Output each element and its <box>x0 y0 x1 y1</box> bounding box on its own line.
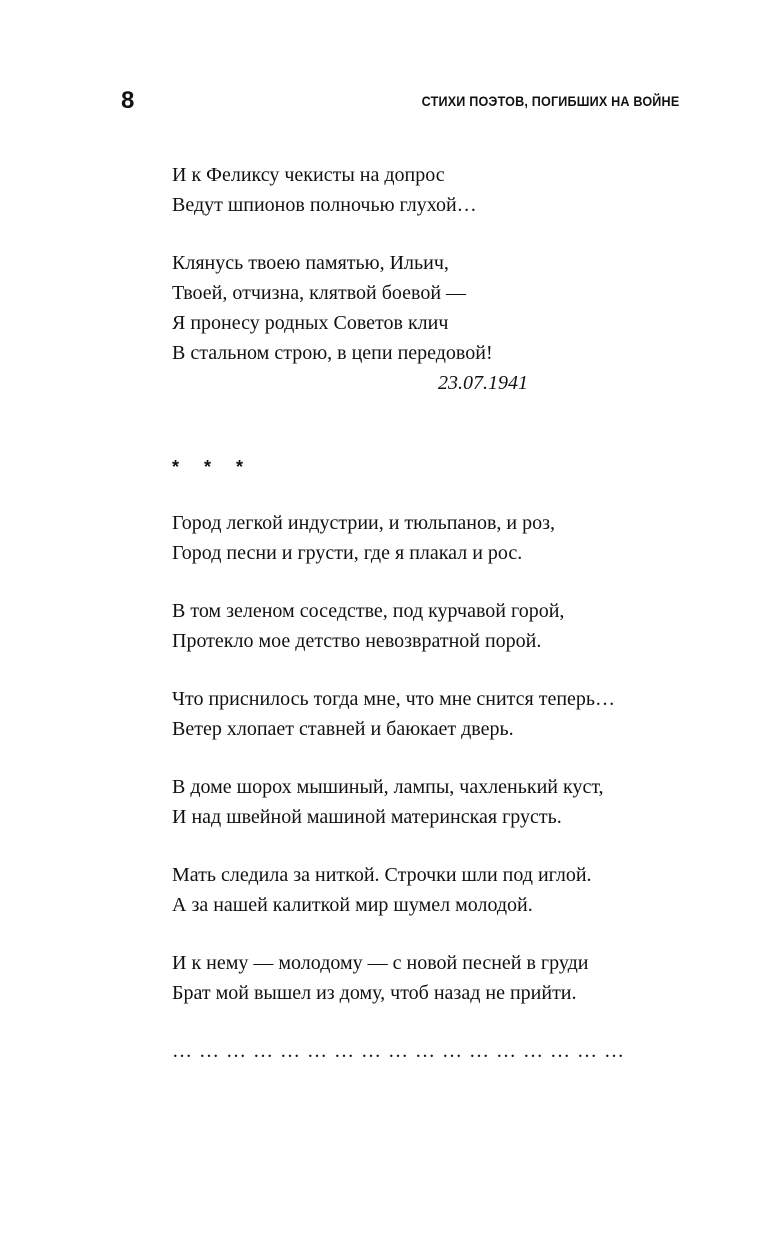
poem-line: И к нему — молодому — с новой песней в груди <box>172 952 589 974</box>
poem2-stanza-5 <box>172 860 692 920</box>
poem-line: И к Феликсу чекисты на допрос <box>172 164 445 186</box>
poem-divider: * * * <box>172 457 254 477</box>
poem-line: Что приснилось тогда мне, что мне снится теперь… <box>172 688 616 710</box>
poem1-stanza-1 <box>172 160 692 220</box>
page-number: 8 <box>121 87 135 114</box>
poem-line: Ведут шпионов полночью глухой… <box>172 194 477 216</box>
poem-date: 23.07.1941 <box>438 372 528 394</box>
poem-line: Город легкой индустрии, и тюльпанов, и роз, <box>172 512 556 534</box>
poem-line: Протекло мое детство невозвратной порой. <box>172 630 542 652</box>
poem2-stanza-2 <box>172 596 692 656</box>
poem2-stanza-6 <box>172 948 692 1008</box>
page-text <box>172 160 692 1066</box>
poem-line: И над швейной машиной материнская грусть. <box>172 806 562 828</box>
poem2-stanza-3 <box>172 684 692 744</box>
poem-line: Клянусь твоею памятью, Ильич, <box>172 252 449 274</box>
running-title: СТИХИ ПОЭТОВ, ПОГИБШИХ НА ВОЙНЕ <box>421 93 679 109</box>
poem-line: Брат мой вышел из дому, чтоб назад не прийти. <box>172 982 577 1004</box>
ellipsis-row: … … … … … … … … … … … … … … … … … <box>172 1040 625 1062</box>
poem-line: В том зеленом соседстве, под курчавой горой, <box>172 600 565 622</box>
poem-line: А за нашей калиткой мир шумел молодой. <box>172 894 533 916</box>
poem-line: Ветер хлопает ставней и баюкает дверь. <box>172 718 514 740</box>
poem-line: В доме шорох мышиный, лампы, чахленький куст, <box>172 776 604 798</box>
poem2-stanza-4 <box>172 772 692 832</box>
poem-line: Я пронесу родных Советов клич <box>172 312 449 334</box>
poem2-stanza-1 <box>172 508 692 568</box>
poem-line: Город песни и грусти, где я плакал и рос. <box>172 542 523 564</box>
poem-line: Мать следила за ниткой. Строчки шли под иглой. <box>172 864 592 886</box>
poem1-stanza-2 <box>172 248 692 368</box>
poem-line: Твоей, отчизна, клятвой боевой — <box>172 282 467 304</box>
poem-line: В стальном строю, в цепи передовой! <box>172 342 493 364</box>
